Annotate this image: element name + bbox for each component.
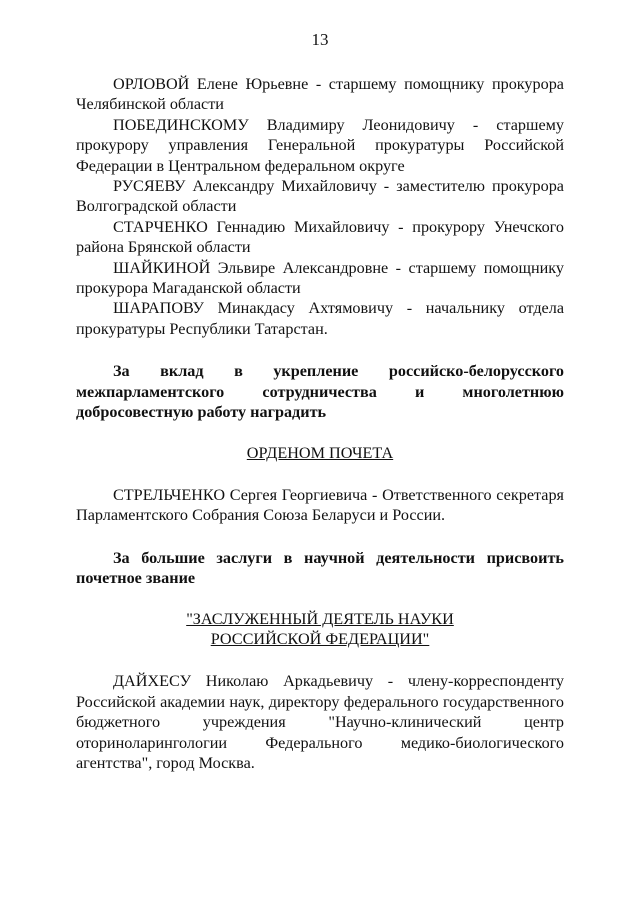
- paragraph: ОРЛОВОЙ Елене Юрьевне - старшему помощнику прокурора Челябинской области: [76, 75, 564, 114]
- paragraph: ШАРАПОВУ Минакдасу Ахтямовичу - начальнику отдела прокуратуры Республики Татарстан.: [76, 299, 564, 338]
- document-body: [76, 74, 564, 773]
- page-number: 13: [311, 30, 329, 49]
- honorary-title-line2: РОССИЙСКОЙ ФЕДЕРАЦИИ": [210, 629, 430, 648]
- award-title: ОРДЕНОМ ПОЧЕТА: [246, 443, 394, 462]
- paragraph: ШАЙКИНОЙ Эльвире Александровне - старшему помощнику прокурора Магаданской области: [76, 258, 564, 298]
- honorary-title-line1: "ЗАСЛУЖЕННЫЙ ДЕЯТЕЛЬ НАУКИ: [186, 609, 454, 628]
- section-heading-order: За вклад в укрепление российско-белорусского межпарламентского сотрудничества и многолетнюю добросовестную работу наградить: [76, 362, 564, 422]
- paragraph: РУСЯЕВУ Александру Михайловичу - заместителю прокурора Волгоградской области: [76, 177, 564, 216]
- recipient-paragraph: СТРЕЛЬЧЕНКО Сергея Георгиевича - Ответственного секретаря Парламентского Собрания Союза Беларуси и России.: [76, 485, 564, 525]
- section-heading-title: За большие заслуги в научной деятельности присвоить почетное звание: [76, 548, 564, 588]
- recipient-paragraph: ДАЙХЕСУ Николаю Аркадьевичу - члену-корреспонденту Российской академии наук, директору федерального государственного бюджетного учреждения "Научно-клинический центр оториноларингологии Федерального медико-биологического агентства", город Москва.: [76, 672, 564, 772]
- paragraph: ПОБЕДИНСКОМУ Владимиру Леонидовичу - старшему прокурору управления Генеральной прокуратуры Российской Федерации в Центральном федеральном округе: [76, 115, 564, 175]
- paragraph: СТАРЧЕНКО Геннадию Михайловичу - прокурору Унечского района Брянской области: [76, 217, 564, 257]
